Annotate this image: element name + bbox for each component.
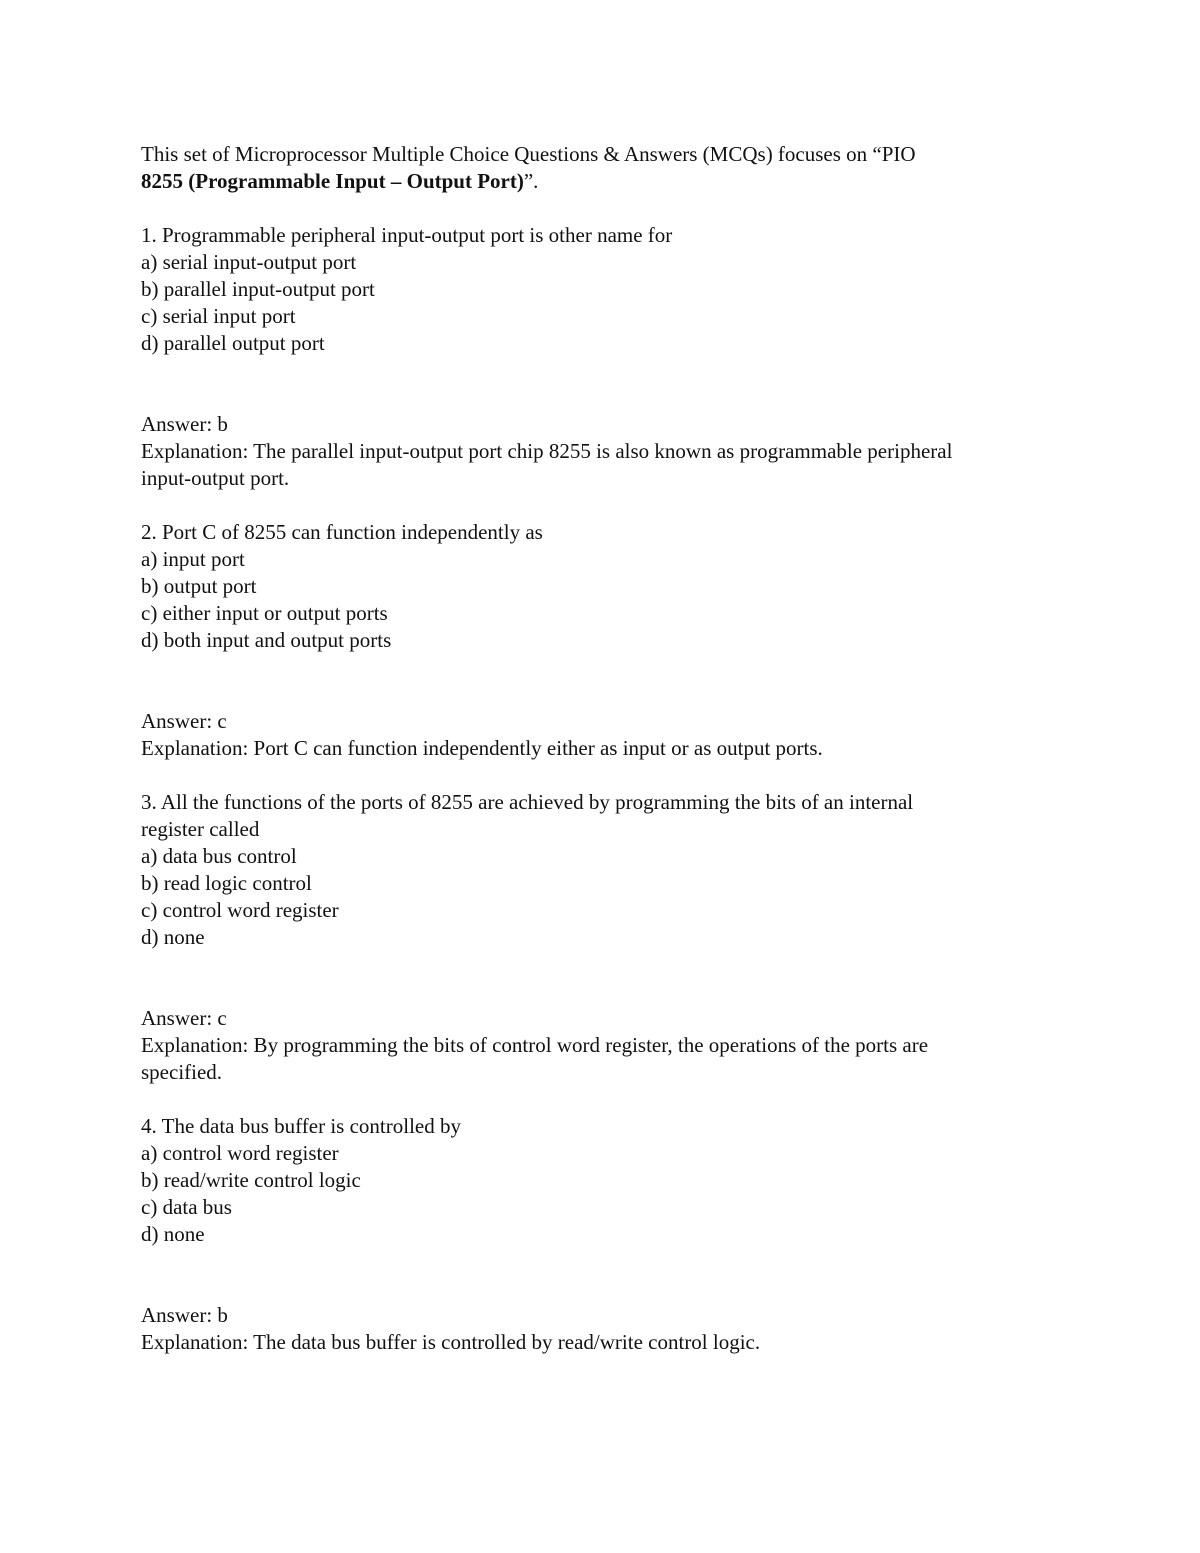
explanation-text: Explanation: Port C can function independently either as input or as output ports.: [141, 736, 823, 760]
option-list: [141, 249, 1071, 357]
question-block: [141, 789, 1071, 1086]
intro-text: This set of Microprocessor Multiple Choice Questions & Answers (MCQs) focuses on “PIO: [141, 142, 921, 166]
option-item: c) data bus: [141, 1195, 232, 1219]
answer-block: [141, 411, 1071, 492]
option-item: c) control word register: [141, 898, 339, 922]
option-item: c) either input or output ports: [141, 601, 388, 625]
option-item: b) parallel input-output port: [141, 277, 375, 301]
option-item: d) both input and output ports: [141, 628, 392, 652]
intro-topic: 8255 (Programmable Input – Output Port): [141, 169, 524, 193]
option-item: b) read logic control: [141, 871, 312, 895]
option-item: a) control word register: [141, 1141, 339, 1165]
answer-block: [141, 708, 1071, 762]
question-text: 1. Programmable peripheral input-output port is other name for: [141, 223, 673, 247]
option-list: [141, 546, 1071, 654]
explanation-text: input-output port.: [141, 466, 290, 490]
option-item: d) none: [141, 1222, 205, 1246]
question-list: [141, 222, 1071, 1356]
answer-text: Answer: b: [141, 412, 228, 436]
intro-paragraph: [141, 141, 1071, 195]
answer-text: Answer: b: [141, 1303, 228, 1327]
explanation-text: Explanation: By programming the bits of control word register, the operations of the ports are: [141, 1033, 929, 1057]
question-text: 3. All the functions of the ports of 8255 are achieved by programming the bits of an internal: [141, 790, 914, 814]
question-block: [141, 222, 1071, 492]
intro-line-2: [141, 168, 1071, 195]
answer-text: Answer: c: [141, 709, 227, 733]
question-text: 2. Port C of 8255 can function independently as: [141, 520, 543, 544]
question-block: [141, 1113, 1071, 1356]
intro-closing: ”.: [523, 169, 539, 193]
option-item: a) data bus control: [141, 844, 297, 868]
document-page: [141, 141, 1071, 1383]
explanation-text: specified.: [141, 1060, 223, 1084]
question-block: [141, 519, 1071, 762]
question-text: register called: [141, 817, 260, 841]
option-list: [141, 1140, 1071, 1248]
option-item: d) none: [141, 925, 205, 949]
intro-line-1: [141, 141, 1071, 168]
option-item: a) input port: [141, 547, 245, 571]
option-item: b) output port: [141, 574, 257, 598]
explanation-text: Explanation: The parallel input-output port chip 8255 is also known as programmable peripheral: [141, 439, 953, 463]
option-item: a) serial input-output port: [141, 250, 357, 274]
question-text: 4. The data bus buffer is controlled by: [141, 1114, 461, 1138]
option-item: b) read/write control logic: [141, 1168, 361, 1192]
answer-text: Answer: c: [141, 1006, 227, 1030]
explanation-text: Explanation: The data bus buffer is controlled by read/write control logic.: [141, 1330, 761, 1354]
option-item: d) parallel output port: [141, 331, 325, 355]
answer-block: [141, 1302, 1071, 1356]
answer-block: [141, 1005, 1071, 1086]
option-list: [141, 843, 1071, 951]
option-item: c) serial input port: [141, 304, 296, 328]
